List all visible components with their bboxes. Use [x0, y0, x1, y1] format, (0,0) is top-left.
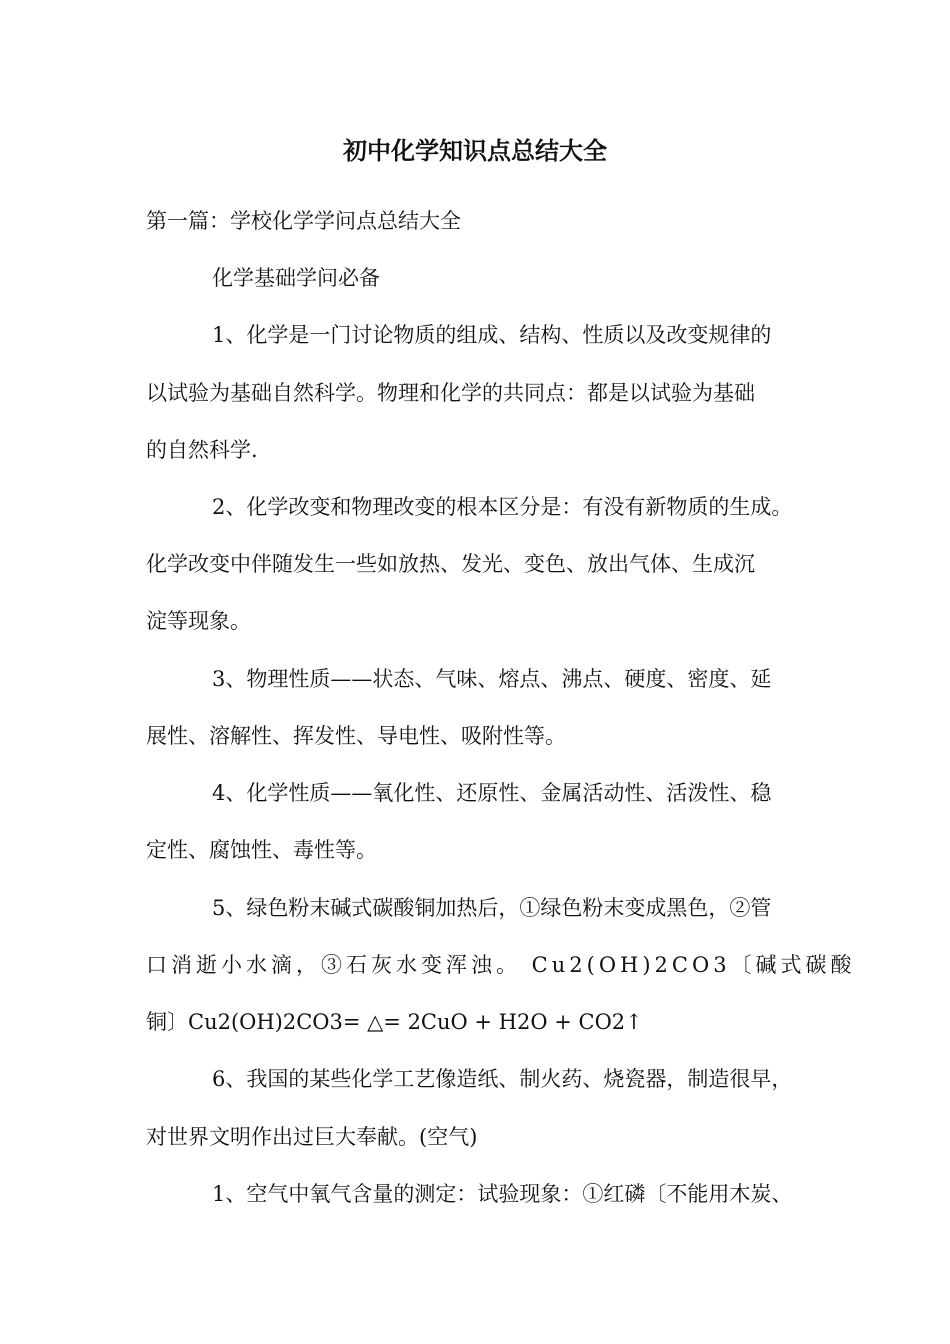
paragraph-line: 2、化学改变和物理改变的根本区分是：有没有新物质的生成。	[212, 495, 793, 519]
paragraph-line: 化学改变中伴随发生一些如放热、发光、变色、放出气体、生成沉	[146, 552, 755, 576]
document-title: 初中化学知识点总结大全	[343, 136, 607, 165]
paragraph-line: 3、物理性质——状态、气味、熔点、沸点、硬度、密度、延	[212, 667, 772, 691]
paragraph-line: 以试验为基础自然科学。物理和化学的共同点：都是以试验为基础	[146, 381, 755, 405]
paragraph-line: 口消逝小水滴，③石灰水变浑浊。 Cu2(OH)2CO3〔碱式碳酸	[146, 953, 856, 977]
paragraph-line: 展性、溶解性、挥发性、导电性、吸附性等。	[146, 724, 566, 748]
paragraph-line: 定性、腐蚀性、毒性等。	[146, 838, 377, 862]
paragraph-line: 淀等现象。	[146, 609, 251, 633]
paragraph-line: 1、化学是一门讨论物质的组成、结构、性质以及改变规律的	[212, 323, 772, 347]
equation-line: 铜〕Cu2(OH)2CO3= △= 2CuO + H2O + CO2↑	[146, 1010, 643, 1034]
paragraph-line: 的自然科学.	[146, 438, 258, 462]
paragraph-line: 6、我国的某些化学工艺像造纸、制火药、烧瓷器，制造很早，	[212, 1067, 793, 1091]
paragraph-line: 1、空气中氧气含量的测定：试验现象：①红磷〔不能用木炭、	[212, 1182, 793, 1206]
subsection-heading: 化学基础学问必备	[212, 266, 380, 290]
section-heading: 第一篇：学校化学学问点总结大全	[146, 209, 461, 233]
paragraph-line: 4、化学性质——氧化性、还原性、金属活动性、活泼性、稳	[212, 781, 772, 805]
paragraph-line: 对世界文明作出过巨大奉献。(空气)	[146, 1125, 478, 1149]
paragraph-line: 5、绿色粉末碱式碳酸铜加热后，①绿色粉末变成黑色，②管	[212, 896, 772, 920]
